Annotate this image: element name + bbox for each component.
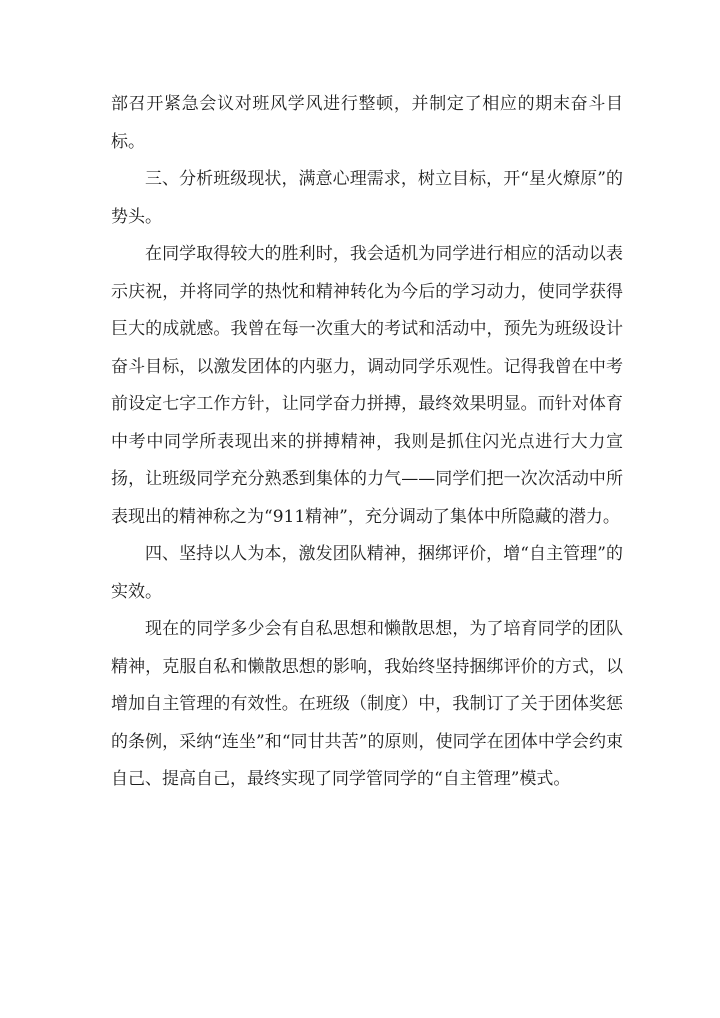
paragraph-continuation: 部召开紧急会议对班风学风进行整顿，并制定了相应的期末奋斗目标。 (111, 94, 623, 152)
section-heading-three: 三、分析班级现状，满意心理需求，树立目标，开“星火燎原”的势头。 (111, 169, 623, 227)
paragraph-team-spirit: 现在的同学多少会有自私思想和懒散思想，为了培育同学的团队精神，克服自私和懒散思想的影响，我始终坚持捆绑评价的方式，以增加自主管理的有效性。在班级（制度）中，我制订了关于团体奖惩的条例，采纳“连坐”和“同甘共苦”的原则，使同学在团体中学会约束自己、提高自己，最终实现了同学管同学的“自主管理”模式。 (111, 619, 623, 789)
document-body (111, 86, 623, 799)
paragraph-celebration: 在同学取得较大的胜利时，我会适机为同学进行相应的活动以表示庆祝，并将同学的热忱和精神转化为今后的学习动力，使同学获得巨大的成就感。我曾在每一次重大的考试和活动中，预先为班级设计奋斗目标，以激发团体的内驱力，调动同学乐观性。记得我曾在中考前设定七字工作方针，让同学奋力拼搏，最终效果明显。而针对体育中考中同学所表现出来的拼搏精神，我则是抓住闪光点进行大力宣扬，让班级同学充分熟悉到集体的力气——同学们把一次次活动中所表现出的精神称之为“911精神”，充分调动了集体中所隐藏的潜力。 (111, 244, 623, 527)
section-heading-four: 四、坚持以人为本，激发团队精神，捆绑评价，增“自主管理”的实效。 (111, 544, 623, 602)
